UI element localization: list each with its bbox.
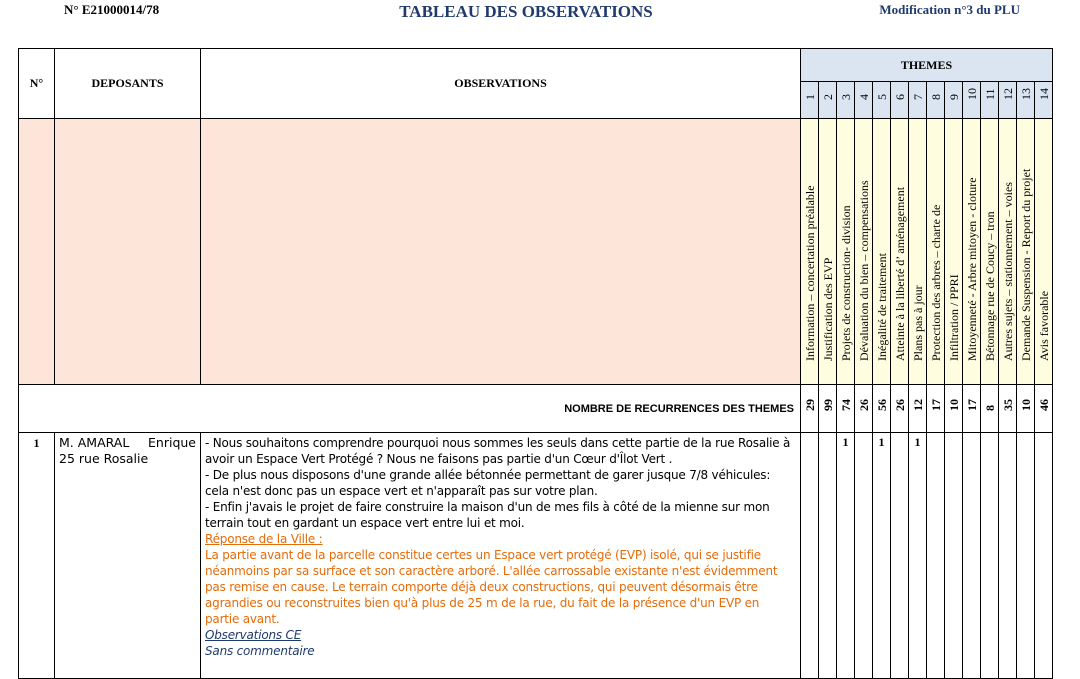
theme-number	[837, 82, 855, 119]
theme-label	[801, 119, 819, 385]
theme-count-text: 56	[874, 399, 889, 411]
theme-label	[855, 119, 873, 385]
theme-count	[837, 385, 855, 433]
theme-label	[981, 119, 999, 385]
theme-mark	[1017, 433, 1035, 679]
theme-number	[981, 82, 999, 119]
column-header-observations: OBSERVATIONS	[201, 49, 801, 119]
theme-number-text: 7	[910, 94, 925, 100]
response-title: Réponse de la Ville :	[205, 532, 323, 546]
theme-label	[1035, 119, 1053, 385]
column-header-themes: THEMES	[801, 49, 1053, 82]
theme-count-text: 26	[856, 399, 871, 411]
theme-mark	[927, 433, 945, 679]
theme-number	[945, 82, 963, 119]
theme-mark	[999, 433, 1017, 679]
theme-number	[909, 82, 927, 119]
response-text: La partie avant de la parcelle constitue certes un Espace vert protégé (EVP) isolé, qui se justifie néanmoins par sa surface et son caractère arboré. L'allée carrossable existante n'est évidemment pas remise en cause. Le terrain comporte déjà deux constructions, qui peuvent désormais être agrandies ou reconstruites bien qu'à plus de 25 m de la rue, du fait de la présence d'un EVP en partie avant.	[205, 548, 778, 626]
theme-number	[891, 82, 909, 119]
theme-count	[1017, 385, 1035, 433]
theme-label	[927, 119, 945, 385]
theme-count	[855, 385, 873, 433]
column-header-deposants: DEPOSANTS	[55, 49, 201, 119]
theme-mark: 1	[837, 433, 855, 679]
theme-count	[891, 385, 909, 433]
theme-mark	[819, 433, 837, 679]
theme-count-text: 35	[1000, 399, 1015, 411]
observations-table	[18, 48, 1053, 679]
page-title: TABLEAU DES OBSERVATIONS	[399, 2, 653, 21]
theme-mark	[945, 433, 963, 679]
theme-label	[837, 119, 855, 385]
theme-mark	[855, 433, 873, 679]
theme-number-text: 5	[874, 94, 889, 100]
theme-count-text: 17	[964, 399, 979, 411]
row-number: 1	[19, 433, 55, 679]
theme-number	[1017, 82, 1035, 119]
theme-label	[999, 119, 1017, 385]
theme-label-text: Justification des EVP	[820, 257, 835, 361]
theme-count-text: 26	[892, 399, 907, 411]
theme-label-text: Information – concertation préalable	[802, 185, 817, 361]
deposant-name: M. AMARAL	[59, 435, 130, 450]
table-row	[19, 433, 1053, 679]
theme-label-text: Inégalité de traitement	[874, 253, 889, 361]
theme-label-text: Avis favorable	[1036, 290, 1051, 361]
theme-number-text: 11	[982, 88, 997, 100]
theme-count-text: 74	[838, 399, 853, 411]
theme-count	[909, 385, 927, 433]
theme-number-text: 10	[964, 88, 979, 100]
theme-label	[945, 119, 963, 385]
theme-number-text: 1	[802, 94, 817, 100]
theme-count	[873, 385, 891, 433]
theme-mark	[981, 433, 999, 679]
theme-number	[873, 82, 891, 119]
theme-mark	[963, 433, 981, 679]
theme-count	[1035, 385, 1053, 433]
theme-count-text: 10	[1018, 399, 1033, 411]
theme-number-text: 4	[856, 94, 871, 100]
document-subtitle: Modification n°3 du PLU	[879, 2, 1020, 17]
theme-count-text: 17	[928, 399, 943, 411]
reference-number: N° E21000014/78	[64, 2, 160, 17]
ce-title: Observations CE	[205, 628, 302, 642]
theme-label-text: Demande Suspension - Report du projet	[1018, 168, 1033, 361]
pink-cell-observations	[201, 119, 801, 385]
theme-number-text: 3	[838, 94, 853, 100]
theme-label-text: Plans pas à jour	[910, 285, 925, 361]
theme-label	[1017, 119, 1035, 385]
theme-number	[819, 82, 837, 119]
pink-cell-num	[19, 119, 55, 385]
theme-count	[927, 385, 945, 433]
theme-number-text: 8	[928, 94, 943, 100]
theme-number	[927, 82, 945, 119]
recurrence-label: NOMBRE DE RECURRENCES DES THEMES	[19, 385, 801, 433]
header-row	[19, 49, 1053, 82]
theme-mark	[891, 433, 909, 679]
theme-number-text: 6	[892, 94, 907, 100]
theme-label	[909, 119, 927, 385]
theme-count	[801, 385, 819, 433]
theme-number	[855, 82, 873, 119]
theme-number-text: 9	[946, 94, 961, 100]
theme-mark	[801, 433, 819, 679]
theme-label-text: Autres sujets – stationnement – voies	[1000, 182, 1015, 361]
theme-label-text: Protection des arbres – charte de	[928, 204, 943, 361]
theme-mark: 1	[909, 433, 927, 679]
theme-mark	[1035, 433, 1053, 679]
observation-cell	[201, 433, 801, 679]
deposant-cell	[55, 433, 201, 679]
theme-label	[963, 119, 981, 385]
theme-label	[819, 119, 837, 385]
theme-count-text: 99	[820, 399, 835, 411]
theme-count-text: 46	[1036, 399, 1051, 411]
deposant-firstname: Enrique	[148, 435, 196, 450]
theme-count-text: 10	[946, 399, 961, 411]
recurrence-row	[19, 385, 1053, 433]
theme-label-text: Projets de construction- division	[838, 205, 853, 361]
theme-label-text: Dévaluation du bien – compensations	[856, 180, 871, 361]
theme-number-text: 12	[1000, 88, 1015, 100]
theme-number	[1035, 82, 1053, 119]
theme-count-text: 12	[910, 399, 925, 411]
theme-count	[999, 385, 1017, 433]
theme-label	[891, 119, 909, 385]
theme-number-text: 2	[820, 94, 835, 100]
theme-number	[999, 82, 1017, 119]
theme-count	[981, 385, 999, 433]
theme-mark: 1	[873, 433, 891, 679]
theme-number	[963, 82, 981, 119]
theme-number-text: 14	[1036, 88, 1051, 100]
theme-label-text: Mitoyenneté - Arbre mitoyen - cloture	[964, 177, 979, 361]
deposant-address: 25 rue Rosalie	[59, 451, 149, 466]
column-header-num: N°	[19, 49, 55, 119]
theme-number	[801, 82, 819, 119]
theme-number-text: 13	[1018, 88, 1033, 100]
theme-count	[945, 385, 963, 433]
theme-label	[873, 119, 891, 385]
observation-paragraph: - Enfin j'avais le projet de faire construire la maison d'un de mes fils à côté de la mienne sur mon terrain tout en gardant un espace vert entre lui et moi.	[205, 500, 770, 530]
observation-paragraph: - Nous souhaitons comprendre pourquoi nous sommes les seuls dans cette partie de la rue Rosalie à avoir un Espace Vert Protégé ? Nous ne faisons pas partie d'un Cœur d'Îlot Vert .	[205, 436, 791, 466]
theme-count	[963, 385, 981, 433]
theme-label-row	[19, 119, 1053, 385]
theme-count-text: 29	[802, 399, 817, 411]
theme-count-text: 8	[982, 405, 997, 411]
pink-cell-deposants	[55, 119, 201, 385]
theme-count	[819, 385, 837, 433]
theme-label-text: Infiltration / PPRI	[946, 274, 961, 361]
theme-label-text: Bétonnage rue de Coucy – tron	[982, 211, 997, 361]
theme-label-text: Atteinte à la liberté d’ aménagement	[892, 186, 907, 361]
observation-paragraph: - De plus nous disposons d'une grande allée bétonnée permettant de garer jusque 7/8 véhicules: cela n'est donc pas un espace vert et n'apparaît pas sur votre plan.	[205, 468, 771, 498]
ce-text: Sans commentaire	[205, 644, 315, 658]
